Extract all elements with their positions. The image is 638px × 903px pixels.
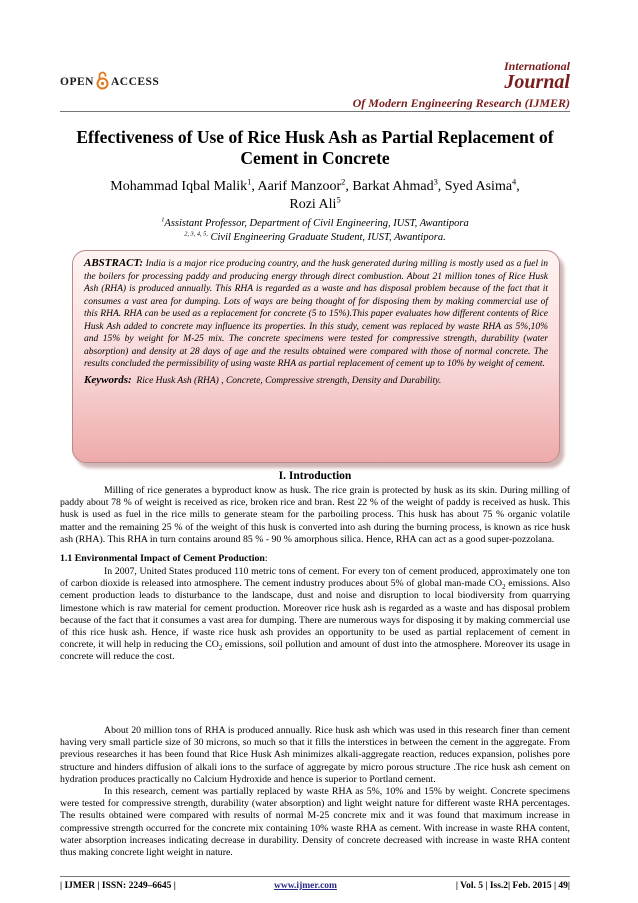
intro-paragraph: Milling of rice generates a byproduct know as husk. The rice grain is protected by husk as its skin. During milling of paddy about 78 % of weight is received as rice, broken rice and bran. Rest 22 % of the weight of paddy is received as husk. This husk is used as fuel in the rice mills to generate steam for the parboiling process. This husk has about 75 % organic volatile matter and the remaining 25 % of the weight of this husk is converted into ash during the burning process, is known as rice husk ash (RHA). This RHA in turn contains around 85 % - 90 % amorphous silica. Hence, RHA can act as a good super-pozzolana. <box>60 485 570 545</box>
journal-name: Journal <box>504 71 570 93</box>
subsection-heading <box>60 553 268 564</box>
section-heading-introduction: I. Introduction <box>278 470 352 482</box>
open-lock-icon <box>96 70 109 90</box>
journal-prefix: International <box>503 59 570 73</box>
body-text: emissions. Also cement production leads to disturbance to the landscape, dust and noise and disruption to local biodiversity from quarrying limestone which is raw material for cement production. Moreover rice husk ash is regarded as a waste and has disposal problem because of the fact that it consumes a vast area for dumping. There are numerous ways for disposing it by making commercial use of this rice husk ash. Hence, if waste rice husk ash provides an opportunity to be used as partial replacement of cement in concrete, it will help in reducing the CO <box>60 578 570 651</box>
author-sup: 5 <box>336 195 341 205</box>
body-text: emissions, soil pollution and amount of dust into the atmosphere. Moreover its usage in concrete will reduce the cost. <box>60 639 570 663</box>
header-divider <box>60 111 570 112</box>
body-paragraph-research: In this research, cement was partially replaced by waste RHA as 5%, 10% and 15% by weight. Concrete specimens were tested for compressive strength, durability (water absorption) and light weight nature for different waste RHA percentages. The results obtained were compared with results of normal M-25 concrete mix and it was found that maximum increase in compressive strength occurred for the concrete mix containing 10% waste RHA as cement. With increase in waste RHA content, water absorption increases indicating decrease in durability. Density of concrete decreased with increase in waste RHA content thus making concrete light weight in nature. <box>60 786 570 859</box>
affiliation-sup: 2, 3, 4, 5, <box>184 230 208 238</box>
abstract-box <box>72 250 560 463</box>
paper-title: Effectiveness of Use of Rice Husk Ash as Partial Replacement of Cement in Concrete <box>76 127 554 168</box>
open-access-text-right: ACCESS <box>110 76 160 88</box>
author-sup: 4 <box>512 177 517 187</box>
author-name: Barkat Ahmad <box>352 179 434 194</box>
body-paragraph-cement-impact <box>60 566 570 664</box>
affiliation-text: Assistant Professor, Department of Civil Engineering, IUST, Awantipora <box>164 218 469 229</box>
author-sup: 2 <box>341 177 346 187</box>
affiliation-text: Civil Engineering Graduate Student, IUST, Awantipora. <box>210 232 446 243</box>
footer-volume-page: | Vol. 5 | Iss.2| Feb. 2015 | 49| <box>455 881 570 891</box>
keywords-label: Keywords: <box>84 373 132 386</box>
keywords-text: Rice Husk Ash (RHA) , Concrete, Compressive strength, Density and Durability. <box>136 375 442 386</box>
abstract-paragraph <box>84 257 548 371</box>
author-name: Syed Asima <box>444 179 513 194</box>
body-paragraph-rha-production: About 20 million tons of RHA is produced annually. Rice husk ash which was used in this research finer than cement having very small particle size of 30 microns, so much so that it fills the interstices in between the cement in the aggregate. From previous researches it has been found that Rice Husk Ash minimizes alkali-aggregate reaction, reduces expansion, polishes pore structure and hinders diffusion of alkali ions to the surface of aggregate by micro porous structure .The rice husk ash cement on hydration produces practically no Calcium Hydroxide and hence is superior to Portland cement. <box>60 725 570 785</box>
keywords-line <box>84 374 548 386</box>
author-name: Rozi Ali <box>289 197 337 212</box>
subsection-colon: : <box>264 553 268 564</box>
affiliation-2 <box>60 232 570 243</box>
subsection-title: 1.1 Environmental Impact of Cement Production <box>60 553 265 564</box>
author-sup: 3 <box>433 177 438 187</box>
affiliation-1 <box>60 218 570 229</box>
open-access-text-left: OPEN <box>60 76 94 88</box>
co2-subscript: 2 <box>218 645 223 653</box>
author-name: Mohammad Iqbal Malik <box>110 179 248 194</box>
author-name: Aarif Manzoor <box>257 179 342 194</box>
abstract-label: ABSTRACT: <box>84 257 144 269</box>
body-text: In 2007, United States produced 110 metric tons of cement. For every ton of cement produced, approximately one ton of carbon dioxide is released into atmosphere. The cement industry produces about 5% of global man-made CO <box>60 566 570 590</box>
author-sup: 1 <box>247 177 252 187</box>
footer-issn: | IJMER | ISSN: 2249–6645 | <box>60 881 176 891</box>
co2-subscript: 2 <box>502 584 506 592</box>
footer-website-link[interactable]: www.ijmer.com <box>274 881 337 891</box>
abstract-text: India is a major rice producing country, and the husk generated during milling is mostly used as a fuel in the boilers for processing paddy and producing energy through direct combustion. About 21 million tones of Rice Husk Ash (RHA) is produced annually. This RHA is regarded as a waste and has disposal problem because of the fact that it consumes a vast area for dumping. Lots of ways are being thought of for disposing them by making commercial use of this RHA. RHA can be used as a replacement for concrete (5 to 15%).This paper evaluates how different contents of Rice Husk Ash added to concrete may influence its properties. In this study, cement was replaced by waste RHA as 5%,10% and 15% by weight for M-25 mix. The concrete specimens were tested for compressive strength, durability (water absorption) and density at 28 days of age and the results obtained were compared with those of normal concrete. The results concluded the permissibility of using waste RHA as partial replacement of cement up to 10% by weight of cement. <box>84 259 549 369</box>
journal-subtitle: Of Modern Engineering Research (IJMER) <box>352 96 570 110</box>
author-list: Mohammad Iqbal Malik$^1$, Aarif Manzoor$^2$, Barkat Ahmad$^3$, Syed Asima$^4$, Rozi Ali$^5$ <box>110 177 520 212</box>
footer-divider <box>60 876 570 877</box>
affiliation-sup: 1 <box>161 216 165 224</box>
open-access-logo <box>60 72 159 92</box>
